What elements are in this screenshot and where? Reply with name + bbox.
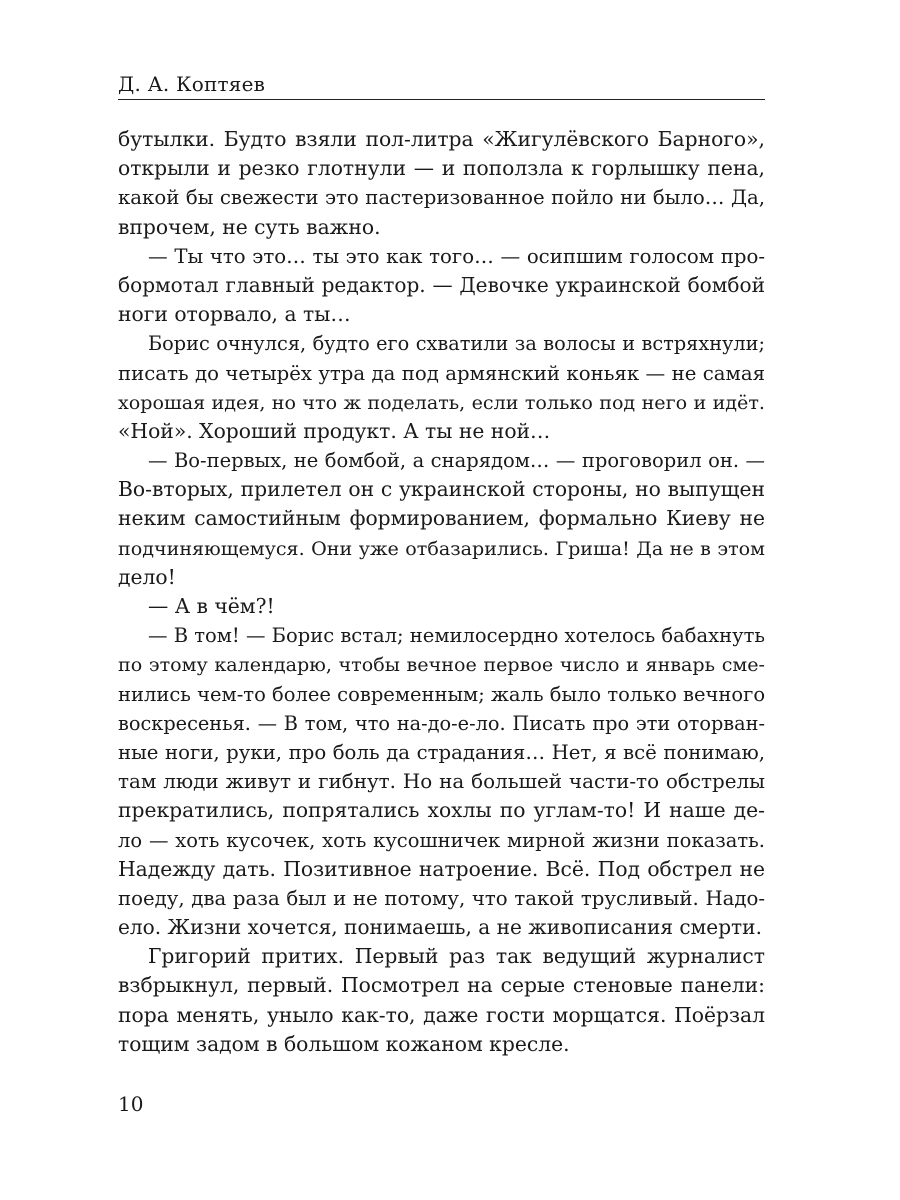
text-line: ло — хоть кусочек, хоть кусошничек мирной жизни показать. bbox=[118, 828, 765, 852]
text-line: впрочем, не суть важно. bbox=[118, 214, 381, 239]
text-line: открыли и резко глотнули — и поползла к горлышку пена, bbox=[118, 156, 765, 181]
text-line: подчиняющемуся. Они уже отбазарились. Гриша! Да не в этом bbox=[118, 536, 765, 560]
text-line: прекратились, попрятались хохлы по углам-то! И наше де- bbox=[118, 798, 765, 823]
text-line: по этому календарю, чтобы вечное первое число и январь сме- bbox=[118, 653, 765, 677]
text-line: взбрыкнул, первый. Посмотрел на серые стеновые панели: bbox=[118, 973, 765, 998]
text-line: ело. Жизни хочется, понимаешь, а не живописания смерти. bbox=[118, 915, 762, 940]
text-line: пора менять, уныло как-то, даже гости морщатся. Поёрзал bbox=[118, 1002, 765, 1027]
running-head: Д. А. Коптяев bbox=[118, 72, 266, 96]
text-line: писать до четырёх утра да под армянский коньяк — не самая bbox=[118, 361, 765, 385]
text-line: — А в чём?! bbox=[148, 594, 275, 618]
text-line: Во-вторых, прилетел он с украинской стороны, но выпущен bbox=[118, 477, 765, 502]
text-line: ноги оторвало, а ты… bbox=[118, 302, 351, 327]
text-line: — Ты что это… ты это как того… — осипшим голосом про- bbox=[148, 244, 765, 268]
text-line: — В том! — Борис встал; немилосердно хотелось бабахнуть bbox=[148, 624, 766, 648]
header-rule bbox=[118, 99, 765, 100]
body-text bbox=[118, 125, 765, 1059]
text-line: дело! bbox=[118, 564, 176, 589]
text-line: поеду, два раза был и не потому, что такой трусливый. Надо- bbox=[118, 886, 765, 910]
page-number: 10 bbox=[118, 1092, 144, 1116]
text-line: хорошая идея, но что ж поделать, если только под него и идёт. bbox=[118, 390, 765, 414]
text-line: воскресенья. — В том, что на-до-е-ло. Писать про эти оторван- bbox=[118, 711, 765, 735]
text-line: нились чем-то более современным; жаль было только вечного bbox=[118, 682, 766, 706]
text-line: бормотал главный редактор. — Девочке украинской бомбой bbox=[118, 272, 765, 297]
text-line: Григорий притих. Первый раз так ведущий журналист bbox=[148, 944, 765, 969]
text-line: Надежду дать. Позитивное натроение. Всё. Под обстрел не bbox=[118, 856, 765, 881]
text-line: Борис очнулся, будто его схватили за волосы и встряхнули; bbox=[148, 332, 765, 356]
text-line: «Ной». Хороший продукт. А ты не ной… bbox=[118, 418, 551, 443]
text-line: ные ноги, руки, про боль да страдания… Нет, я всё понимаю, bbox=[118, 740, 765, 764]
text-line: какой бы свежести это пастеризованное пойло ни было… Да, bbox=[118, 186, 765, 210]
text-line: там люди живут и гибнут. Но на большей части-то обстрелы bbox=[118, 770, 765, 794]
text-line: неким самостийным формированием, формально Киеву не bbox=[118, 506, 765, 531]
text-line: — Во-первых, не бомбой, а снарядом… — проговорил он. — bbox=[148, 449, 765, 473]
text-line: бутылки. Будто взяли пол-литра «Жигулёвского Барного», bbox=[118, 127, 765, 151]
text-line: тощим задом в большом кожаном кресле. bbox=[118, 1031, 570, 1056]
